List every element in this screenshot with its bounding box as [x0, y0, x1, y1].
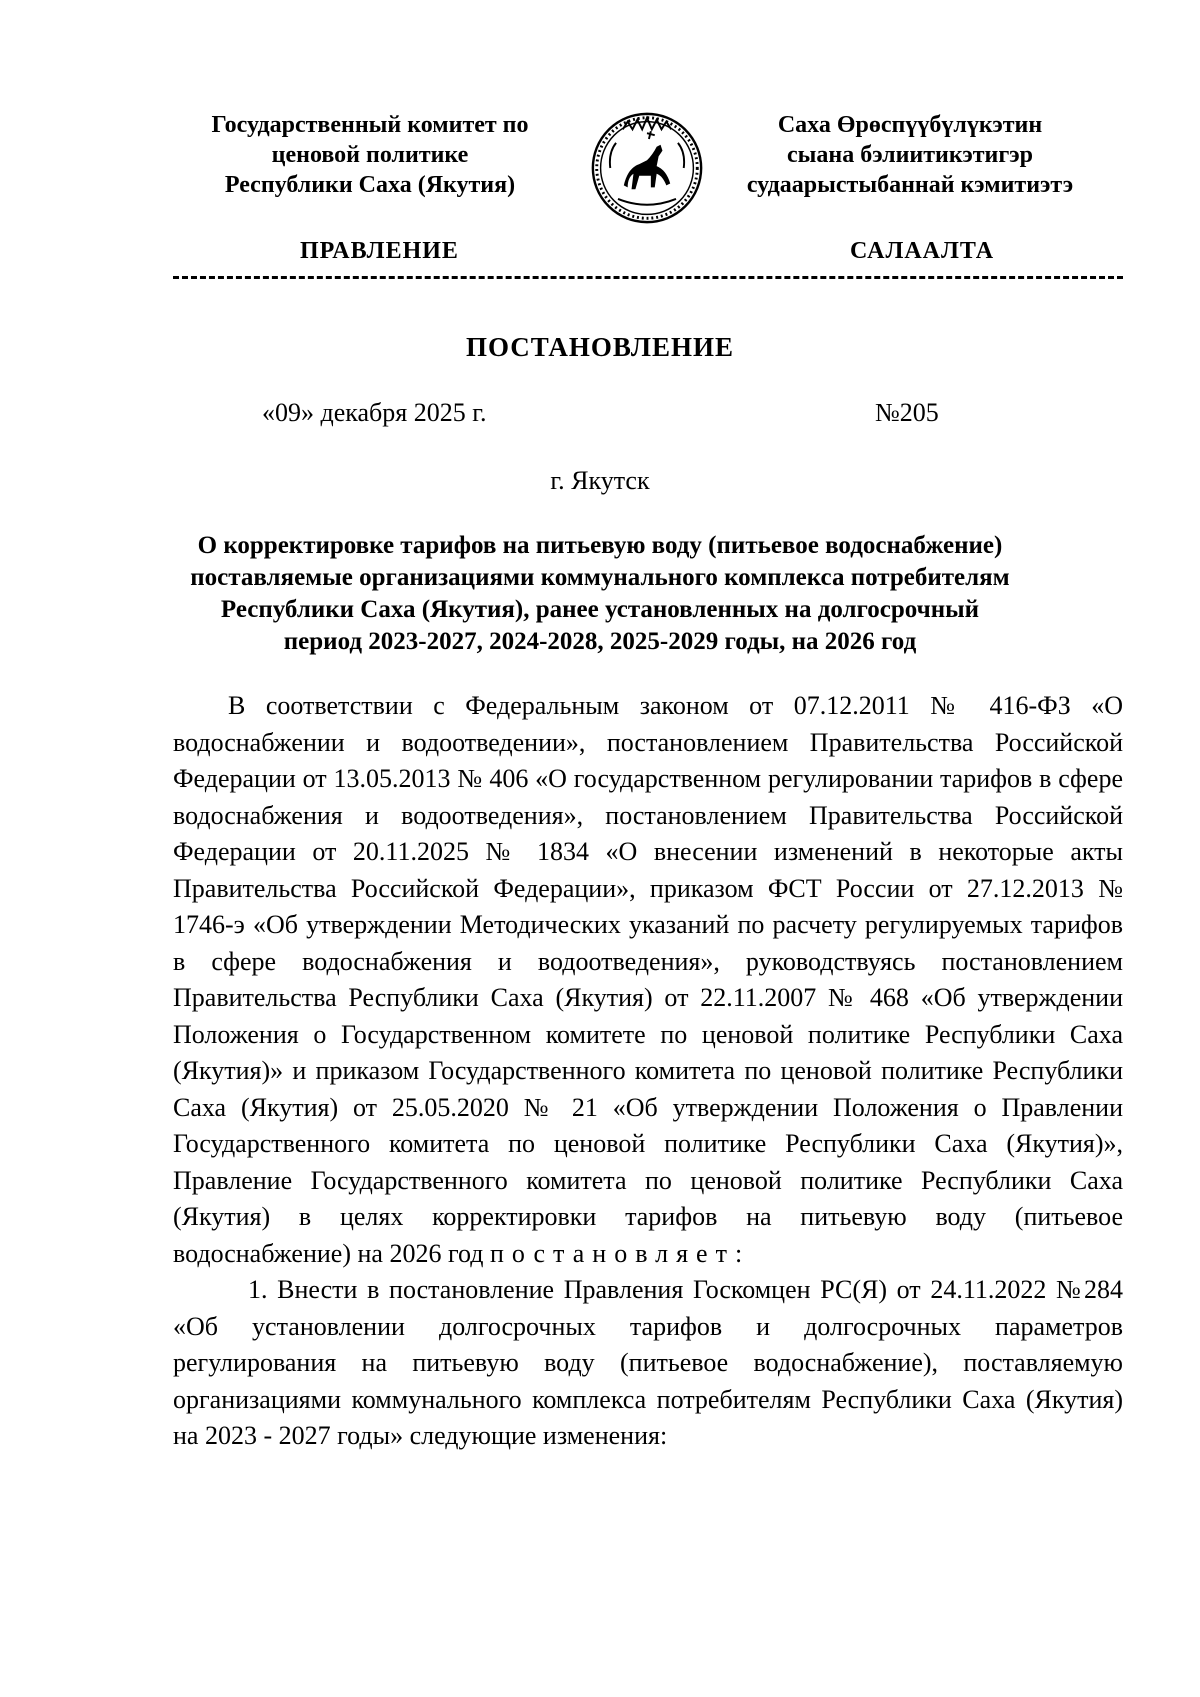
subject-line-3: Республики Саха (Якутия), ранее установленных на долгосрочный [220, 596, 980, 623]
document-number: №205 [875, 398, 939, 427]
document-header [0, 110, 1200, 230]
preamble-paragraph [173, 688, 1123, 1272]
coat-of-arms-emblem [589, 110, 705, 226]
organization-name-sakha [700, 110, 1120, 200]
org-ru-line-1: Государственный комитет по [211, 112, 529, 138]
org-ru-line-2: ценовой политике [271, 142, 469, 168]
organization-name-russian [170, 110, 570, 200]
document-type-title: ПОСТАНОВЛЕНИЕ [465, 332, 735, 362]
preamble-text: В соответствии с Федеральным законом от 07.12.2011 № 416-ФЗ «О водоснабжении и водоотведении», постановлением Правительства Российской Федерации от 13.05.2013 № 406 «О государственном регулировании тарифов в сфере водоснабжения и водоотведения», постановлением Правительства Российской Федерации от 20.11.2025 № 1834 «О внесении изменений в некоторые акты Правительства Российской Федерации», приказом ФСТ России от 27.12.2013 № 1746-э «Об утверждении Методических указаний по расчету регулируемых тарифов в сфере водоснабжения и водоотведения», руководствуясь постановлением Правительства Республики Саха (Якутия) от 22.11.2007 № 468 «Об утверждении Положения о Государственном комитете по ценовой политике Республики Саха (Якутия)» и приказом Государственного комитета по ценовой политике Республики Саха (Якутия) от 25.05.2020 № 21 «Об утверждении Положения о Правлении Государственного комитета по ценовой политике Республики Саха (Якутия)», Правление Государственного комитета по ценовой политике Республики Саха (Якутия) в целях корректировки тарифов на питьевую воду (питьевое водоснабжение) на 2026 год [173, 691, 1123, 1268]
header-divider [173, 276, 1123, 279]
document-date: «09» декабря 2025 г. [262, 398, 487, 427]
board-label-russian: ПРАВЛЕНИЕ [300, 238, 459, 264]
document-body [173, 688, 1123, 1455]
org-sakha-line-2: сыана бэлиитикэтигэр [786, 142, 1033, 168]
org-ru-line-3: Республики Саха (Якутия) [224, 172, 516, 198]
decree-word: постановляет: [489, 1238, 751, 1268]
org-sakha-line-1: Саха Өрөспүүбүлүкэтин [777, 112, 1043, 138]
subject-line-1: О корректировке тарифов на питьевую воду (питьевое водоснабжение) [197, 532, 1003, 559]
document-subject [150, 530, 1050, 658]
org-sakha-line-3: судаарыстыбаннай кэмитиэтэ [746, 172, 1074, 198]
subject-line-4: период 2023-2027, 2024-2028, 2025-2029 годы, на 2026 год [283, 628, 917, 655]
subject-line-2: поставляемые организациями коммунального комплекса потребителям [190, 564, 1010, 591]
document-city: г. Якутск [550, 466, 650, 495]
item-1-paragraph: 1. Внести в постановление Правления Госкомцен РС(Я) от 24.11.2022 №284 «Об установлении долгосрочных тарифов и долгосрочных параметров регулирования на питьевую воду (питьевое водоснабжение), поставляемую организациями коммунального комплекса потребителям Республики Саха (Якутия) на 2023 - 2027 годы» следующие изменения: [173, 1275, 1123, 1450]
board-label-sakha: САЛААЛТА [850, 238, 995, 264]
